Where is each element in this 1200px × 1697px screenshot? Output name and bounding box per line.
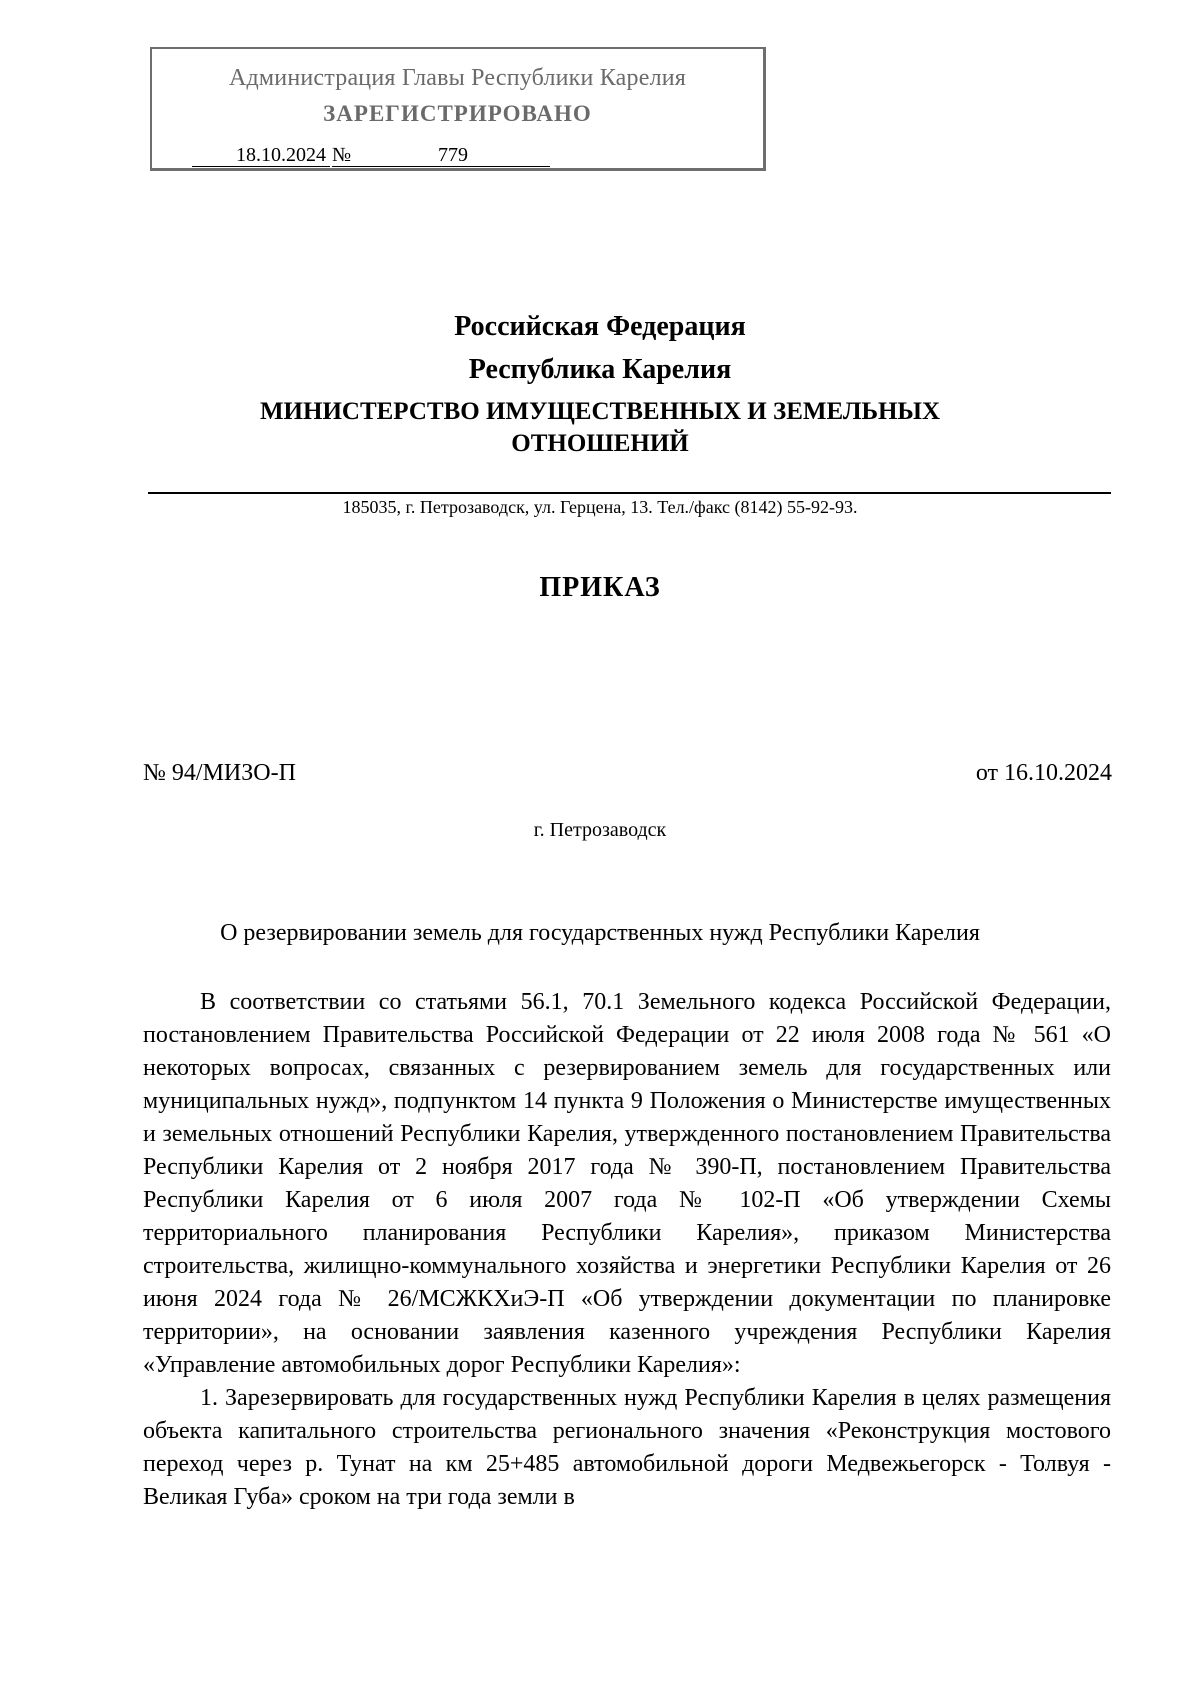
header-country: Российская Федерация [454, 311, 746, 342]
document-type: ПРИКАЗ [539, 572, 661, 603]
order-subject: О резервировании земель для государственных нужд Республики Карелия [220, 920, 980, 946]
stamp-number-sign: № [332, 144, 362, 167]
order-city: г. Петрозаводск [533, 819, 667, 841]
order-item-1: 1. Зарезервировать для государственных нужд Республики Карелия в целях размещения объекта капитального строительства регионального значения «Реконструкция мостового переход через р. Тунат на км 25+485 автомобильной дороги Медвежьегорск - Толвуя - Великая Губа» сроком на три года земли в [143, 1385, 1111, 1510]
stamp-number: 779 [362, 144, 550, 167]
header-republic: Республика Карелия [468, 354, 732, 385]
stamp-date: 18.10.2024 [192, 144, 330, 167]
header-divider [148, 492, 1111, 494]
registration-stamp [150, 47, 766, 171]
stamp-status: ЗАРЕГИСТРИРОВАНО [323, 101, 592, 126]
order-date: от 16.10.2024 [975, 760, 1112, 786]
header-ministry [0, 396, 1200, 460]
order-preamble: В соответствии со статьями 56.1, 70.1 Земельного кодекса Российской Федерации, постановлением Правительства Российской Федерации от 22 июля 2008 года № 561 «О некоторых вопросах, связанных с резервированием земель для государственных или муниципальных нужд», подпунктом 14 пункта 9 Положения о Министерстве имущественных и земельных отношений Республики Карелия, утвержденного постановлением Правительства Республики Карелия от 2 ноября 2017 года № 390-П, постановлением Правительства Республики Карелия от 6 июля 2007 года № 102-П «Об утверждении Схемы территориального планирования Республики Карелия», приказом Министерства строительства, жилищно-коммунального хозяйства и энергетики Республики Карелия от 26 июня 2024 года № 26/МСЖКХиЭ-П «Об утверждении документации по планировке территории», на основании заявления казенного учреждения Республики Карелия «Управление автомобильных дорог Республики Карелия»: [143, 989, 1111, 1378]
order-body [143, 986, 1111, 1514]
header-ministry-line2: ОТНОШЕНИЙ [511, 430, 689, 457]
stamp-organization: Администрация Главы Республики Карелия [228, 65, 687, 91]
header-ministry-line1: МИНИСТЕРСТВО ИМУЩЕСТВЕННЫХ И ЗЕМЕЛЬНЫХ [259, 398, 941, 425]
ministry-address: 185035, г. Петрозаводск, ул. Герцена, 13. Тел./факс (8142) 55-92-93. [342, 497, 858, 517]
order-number: № 94/МИЗО-П [143, 760, 296, 786]
